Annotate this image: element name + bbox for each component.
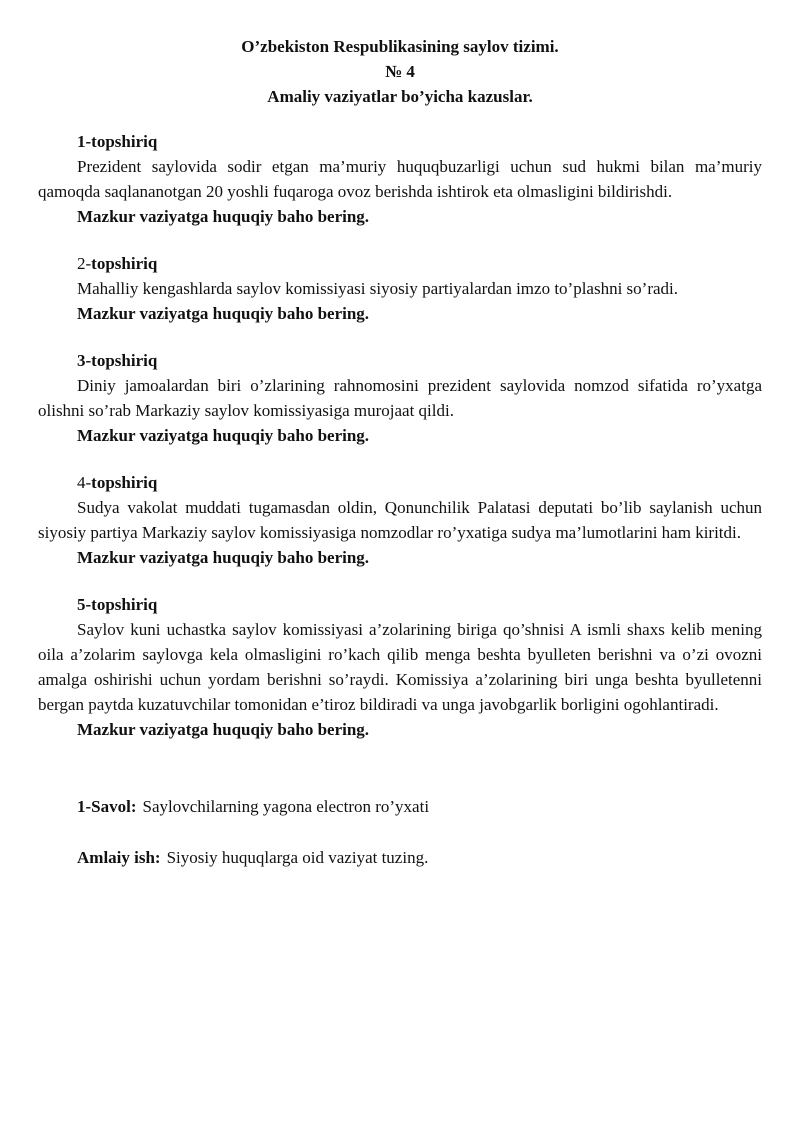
task-title	[38, 470, 762, 495]
practical-label: Amlaiy ish:	[77, 848, 161, 867]
additional-section	[38, 794, 762, 870]
document-subtitle: Amaliy vaziyatlar bo’yicha kazuslar.	[267, 87, 533, 106]
task-instruction: Mazkur vaziyatga huquqiy baho bering.	[77, 426, 370, 445]
task-2	[38, 251, 762, 326]
task-title: 5-topshiriq	[77, 595, 158, 614]
document-title: O’zbekiston Respublikasining saylov tizimi.	[241, 37, 559, 56]
task-text: Sudya vakolat muddati tugamasdan oldin, Qonunchilik Palatasi deputati bo’lib saylanish uchun siyosiy partiya Markaziy saylov komissiyasiga nomzodlar ro’yxatiga sudya ma’lumotlarini ham kiritdi.	[38, 498, 762, 542]
task-title-prefix: 2-	[77, 254, 92, 273]
question-label: 1-Savol:	[77, 797, 137, 816]
task-text: Saylov kuni uchastka saylov komissiyasi a’zolarining biriga qo’shnisi A ismli shaxs kelib mening oila a’zolarim saylovga kela olmasligini ro’kach qilib menga beshta byulleten berishni va o’zi ovozni amalga oshirishi uchun yordam berishni so’raydi. Komissiya a’zolarining biri unga beshta byulletenni bergan paytda kuzatuvchilar tomonidan e’tiroz bildiradi va unga javobgarlik borligini ogohlantiradi.	[38, 620, 762, 714]
practical-line	[38, 845, 762, 870]
task-instruction: Mazkur vaziyatga huquqiy baho bering.	[77, 548, 370, 567]
task-instruction: Mazkur vaziyatga huquqiy baho bering.	[77, 720, 370, 739]
task-4	[38, 470, 762, 570]
task-title-word: topshiriq	[91, 473, 158, 492]
question-text: Saylovchilarning yagona electron ro’yxati	[142, 797, 430, 816]
task-title-prefix: 4-	[77, 473, 92, 492]
task-5	[38, 592, 762, 742]
practical-text: Siyosiy huquqlarga oid vaziyat tuzing.	[166, 848, 429, 867]
task-title-word: topshiriq	[91, 254, 158, 273]
task-title: 3-topshiriq	[77, 351, 158, 370]
task-title	[38, 251, 762, 276]
task-text: Mahalliy kengashlarda saylov komissiyasi siyosiy partiyalardan imzo to’plashni so’radi.	[77, 279, 679, 298]
task-instruction: Mazkur vaziyatga huquqiy baho bering.	[77, 304, 370, 323]
document-header	[38, 34, 762, 109]
task-title: 1-topshiriq	[77, 132, 158, 151]
task-text: Diniy jamoalardan biri o’zlarining rahnomosini prezident saylovida nomzod sifatida ro’yxatga olishni so’rab Markaziy saylov komissiyasiga murojaat qildi.	[38, 376, 762, 420]
task-1	[38, 129, 762, 229]
task-text: Prezident saylovida sodir etgan ma’muriy huquqbuzarligi uchun sud hukmi bilan ma’muriy qamoqda saqlananotgan 20 yoshli fuqaroga ovoz berishda ishtirok eta olmasligini bildirishdi.	[38, 157, 762, 201]
task-instruction: Mazkur vaziyatga huquqiy baho bering.	[77, 207, 370, 226]
question-line	[38, 794, 762, 819]
document-number: № 4	[385, 62, 415, 81]
task-3	[38, 348, 762, 448]
